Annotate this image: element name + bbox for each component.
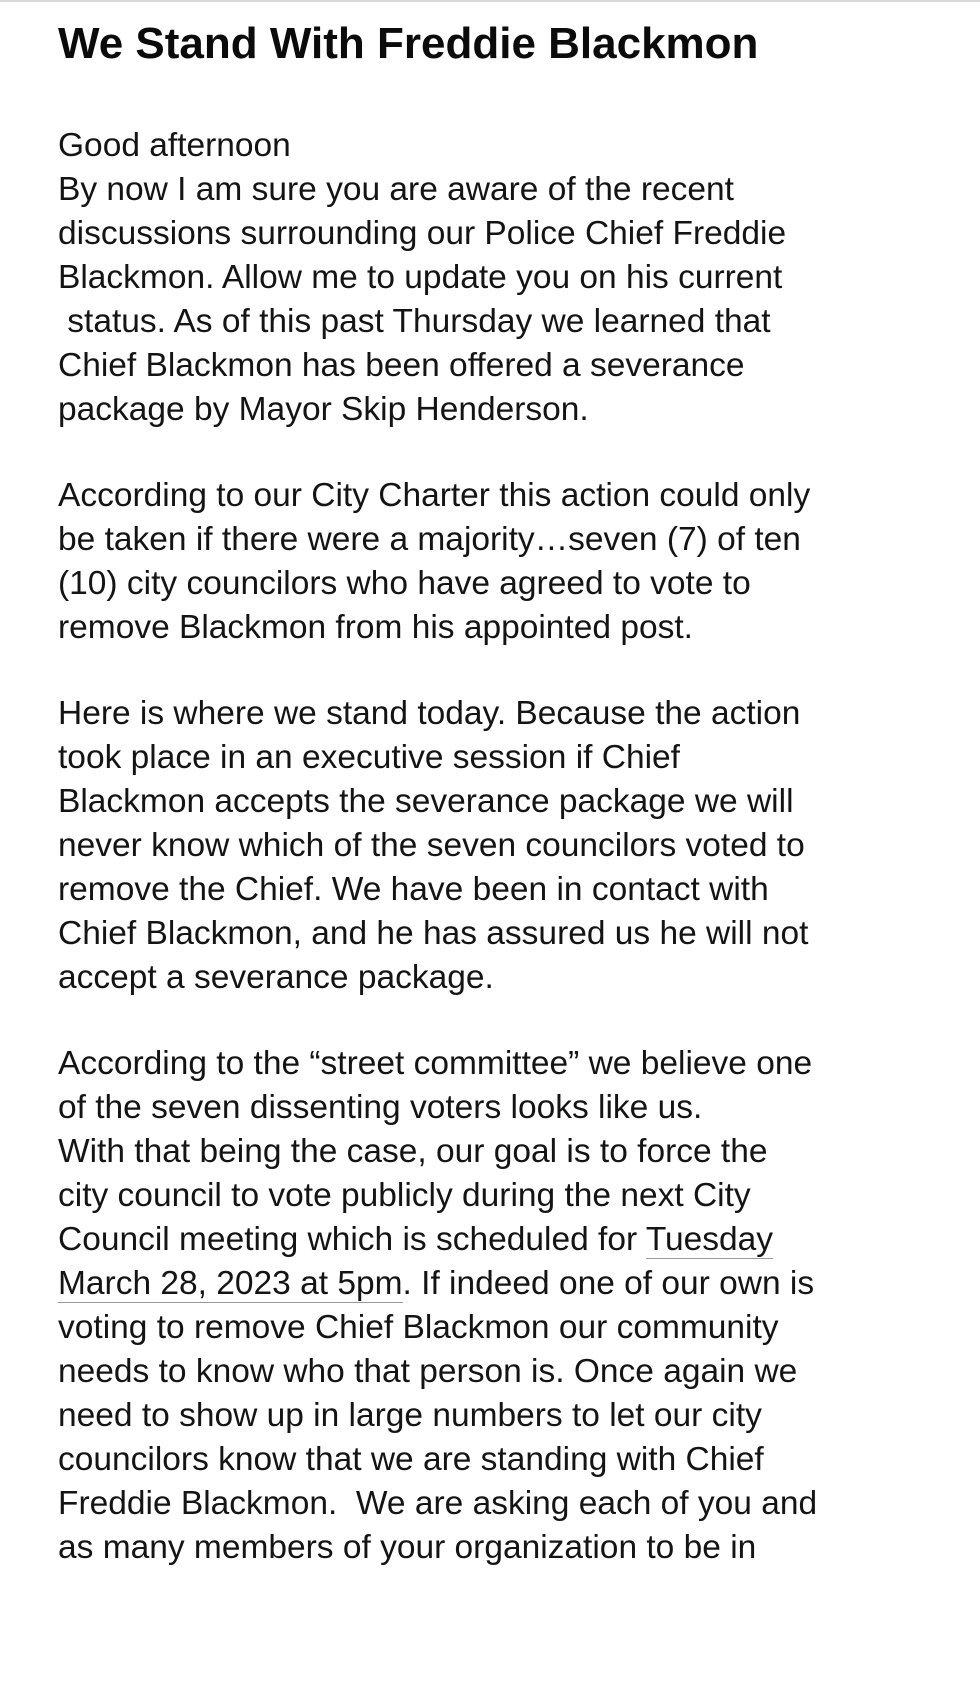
text-line: need to show up in large numbers to let our city [58,1397,762,1434]
greeting-line: Good afternoon [58,127,291,164]
text-segment: Council meeting which is scheduled for [58,1221,646,1258]
text-line: never know which of the seven councilors voted to [58,827,805,864]
text-line: According to the “street committee” we believe one [58,1045,813,1082]
text-line: as many members of your organization to be in [58,1529,757,1566]
text-line: Blackmon. Allow me to update you on his current [58,259,783,296]
text-line: With that being the case, our goal is to force the [58,1133,768,1170]
text-line: remove the Chief. We have been in contact with [58,871,769,908]
text-line: remove Blackmon from his appointed post. [58,609,693,646]
text-segment: . If indeed one of our own is [402,1265,815,1302]
text-line: status. As of this past Thursday we learned that [58,303,771,340]
text-line: accept a severance package. [58,959,494,996]
top-divider [0,0,980,2]
text-line: By now I am sure you are aware of the recent [58,171,734,208]
text-line: Here is where we stand today. Because the action [58,695,801,732]
meeting-date-link[interactable]: Tuesday [645,1221,774,1258]
text-line: According to our City Charter this action could only [58,477,811,514]
text-line: councilors know that we are standing with Chief [58,1441,764,1478]
text-line [58,1264,814,1304]
text-line [58,1220,773,1260]
text-line: be taken if there were a majority…seven (7) of ten [58,521,801,558]
text-line: of the seven dissenting voters looks like us. [58,1089,703,1126]
text-line: (10) city councilors who have agreed to vote to [58,565,751,602]
meeting-date-link[interactable]: March 28, 2023 at 5pm [58,1265,403,1302]
text-line: Chief Blackmon has been offered a severance [58,347,745,384]
text-line: discussions surrounding our Police Chief Freddie [58,215,787,252]
text-line: voting to remove Chief Blackmon our community [58,1309,779,1346]
text-line: needs to know who that person is. Once again we [58,1353,798,1390]
message-title: We Stand With Freddie Blackmon [58,19,759,68]
text-line: package by Mayor Skip Henderson. [58,391,589,428]
text-line: took place in an executive session if Chief [58,739,680,776]
text-line: Chief Blackmon, and he has assured us he will not [58,915,809,952]
text-line: city council to vote publicly during the next City [58,1177,751,1214]
text-line: Freddie Blackmon. We are asking each of you and [58,1485,818,1522]
text-line: Blackmon accepts the severance package we will [58,783,794,820]
